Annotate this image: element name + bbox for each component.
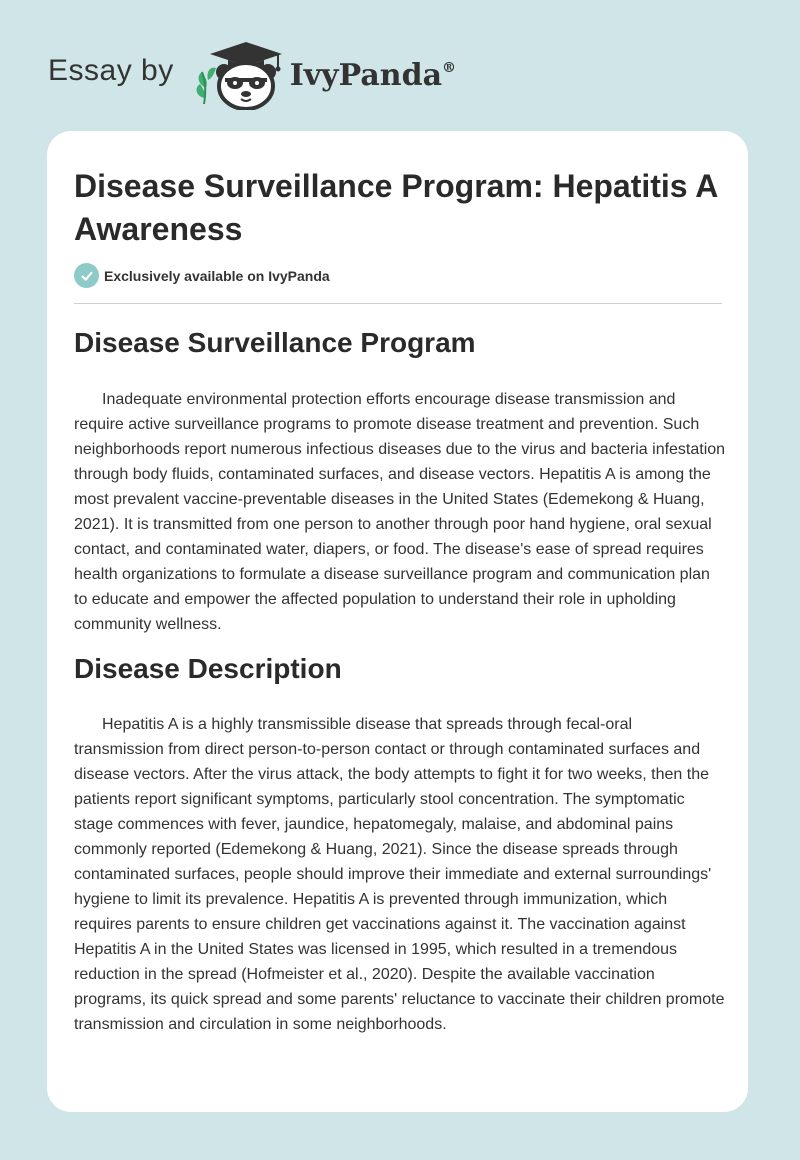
essay-by-label: Essay by: [48, 54, 174, 87]
ivy-leaf-icon: [196, 68, 215, 104]
badge-label: Exclusively available on IvyPanda: [104, 267, 330, 284]
divider: [74, 303, 722, 304]
section-heading: Disease Description: [74, 653, 342, 684]
section-paragraph: Inadequate environmental protection efforts encourage disease transmission and require active surveillance programs to promote disease treatment and prevention. Such neighborhoods report numerous infectious diseases due to the virus and bacteria infestation through body fluids, contaminated surfaces, and disease vectors. Hepatitis A is among the most prevalent vaccine-preventable diseases in the United States (Edemekong & Huang, 2021). It is transmitted from one person to another through poor hand hygiene, oral sexual contact, and contaminated water, diapers, or food. The disease's ease of spread requires health organizations to formulate a disease surveillance program and communication plan to educate and empower the affected population to understand their role in upholding community wellness.: [74, 391, 726, 633]
check-icon: [74, 263, 99, 288]
site-header: [48, 36, 508, 110]
exclusive-badge: [74, 263, 330, 288]
section-paragraph: Hepatitis A is a highly transmissible disease that spreads through fecal-oral transmission from direct person-to-person contact or through contaminated surfaces and disease vectors. After the virus attack, the body attempts to fight it for two weeks, then the patients report significant symptoms, particularly stool concentration. The symptomatic stage commences with fever, jaundice, hepatomegaly, malaise, and abdominal pains commonly reported (Edemekong & Huang, 2021). Since the disease spreads through contaminated surfaces, people should improve their immediate and external surroundings' hygiene to limit its prevalence. Hepatitis A is prevented through immunization, which requires parents to ensure children get vaccinations against it. The vaccination against Hepatitis A in the United States was licensed in 1995, which resulted in a tremendous reduction in the spread (Hofmeister et al., 2020). Despite the available vaccination programs, its quick spread and some parents' reluctance to vaccinate their children promote transmission and circulation in some neighborhoods.: [74, 716, 725, 1033]
article-card: [47, 131, 748, 1112]
registered-mark: ®: [442, 59, 457, 76]
section-heading: Disease Surveillance Program: [74, 327, 476, 358]
page-title: Disease Surveillance Program: Hepatitis A Awareness: [74, 168, 718, 247]
panda-logo-icon[interactable]: [188, 36, 284, 110]
brand-name[interactable]: IvyPanda®: [289, 57, 457, 93]
